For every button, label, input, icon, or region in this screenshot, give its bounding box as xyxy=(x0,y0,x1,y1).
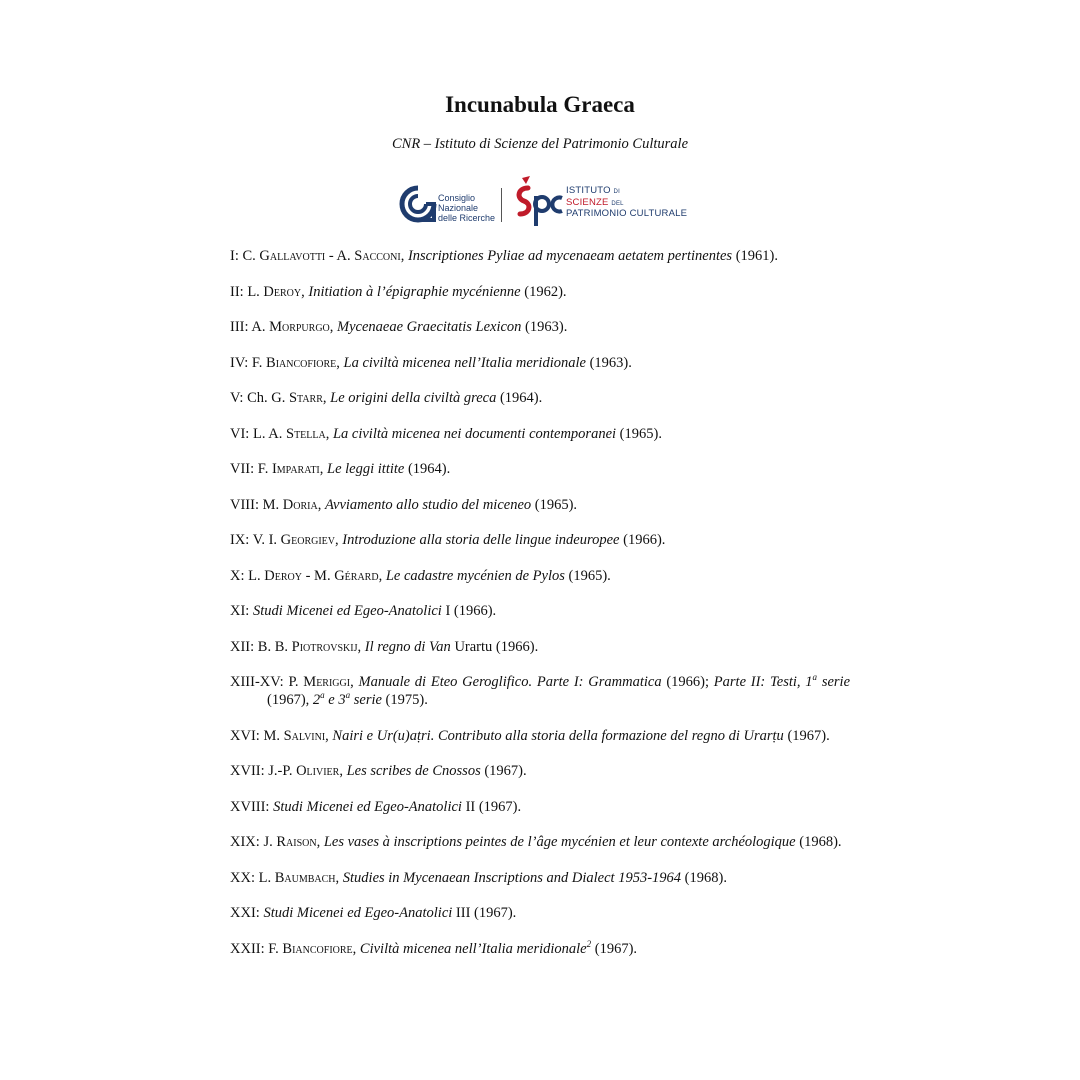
entry-text: M. D xyxy=(262,496,294,513)
entry-text: iancofiore xyxy=(292,940,353,957)
entry-text: Le leggi ittite xyxy=(327,461,405,477)
entry-text: (1961). xyxy=(735,248,778,264)
entry-text: (1968). xyxy=(799,834,842,850)
entry-text: F. I xyxy=(257,461,277,477)
entry-text: III (1967). xyxy=(455,905,517,921)
entry-text: Ch. G. S xyxy=(247,390,298,406)
entry-text: B. B. P xyxy=(257,638,300,655)
entry-text: orpurgo xyxy=(281,319,330,335)
entry-text: - xyxy=(325,248,337,264)
entry-text: (1965). xyxy=(568,567,611,584)
entry-text: iotrovskij xyxy=(299,638,358,655)
list-item xyxy=(230,727,850,745)
list-item xyxy=(230,904,850,922)
entry-text: Introduzione alla storia delle lingue indeuropee xyxy=(342,532,620,548)
list-item xyxy=(230,833,850,851)
entry-text: 2 xyxy=(312,692,321,708)
entry-text: La civiltà micenea nell’Italia meridionale xyxy=(343,354,586,371)
entry-text: , xyxy=(319,461,324,477)
entry-text: aison xyxy=(286,834,317,850)
entry-text: , xyxy=(301,283,305,300)
volume-list xyxy=(230,247,850,975)
entry-text: VI: xyxy=(230,425,250,442)
entry-text: (1967). xyxy=(787,727,830,744)
entry-text: (1965). xyxy=(619,425,662,442)
entry-text: XII: xyxy=(230,638,255,655)
list-item xyxy=(230,602,850,620)
entry-text: (1967). xyxy=(484,763,527,779)
page-title: Incunabula Graeca xyxy=(445,92,635,117)
entry-text: XI: xyxy=(230,603,250,619)
entry-text: 2 xyxy=(586,938,592,949)
entry-text: (1967), xyxy=(267,692,310,708)
entry-text: (1968). xyxy=(684,869,727,886)
entry-text: XX: xyxy=(230,869,255,886)
cnr-logo-text: Consiglio Nazionale delle Ricerche xyxy=(438,193,496,223)
entry-text: M. G xyxy=(314,567,345,584)
entry-text: VIII: xyxy=(230,496,259,513)
entry-text: A. S xyxy=(336,248,363,264)
entry-text: J.-P. O xyxy=(268,763,307,779)
entry-text: Manuale di Eteo Geroglifico. Parte I: Grammatica xyxy=(358,674,662,690)
entry-text: I (1966). xyxy=(445,603,497,619)
entry-text: Studies in Mycenaean Inscriptions and Dialect 1953-1964 xyxy=(342,869,682,886)
entry-text: XVIII: xyxy=(230,798,270,815)
entry-text: tarr xyxy=(297,390,323,406)
entry-text: Parte II: Testi, 1 xyxy=(713,674,813,690)
entry-text: L. B xyxy=(258,869,285,886)
entry-text: C. G xyxy=(242,248,270,264)
entry-text: (1966); xyxy=(666,674,710,690)
cnr-logo-icon xyxy=(398,184,438,224)
entry-text: acconi xyxy=(362,248,401,264)
list-item xyxy=(230,869,850,887)
entry-text: oria xyxy=(293,496,318,513)
entry-text: , xyxy=(339,763,343,779)
list-item xyxy=(230,354,850,372)
entry-text: IV: xyxy=(230,354,249,371)
logo-divider xyxy=(501,188,502,222)
entry-text: serie xyxy=(821,674,850,690)
entry-text: , xyxy=(325,425,330,442)
entry-text: mparati xyxy=(276,461,320,477)
entry-text: (1963). xyxy=(589,354,632,371)
entry-text: XIX: xyxy=(230,834,260,850)
entry-text: livier xyxy=(306,763,340,779)
entry-text: F. B xyxy=(268,940,293,957)
entry-text: e 3 xyxy=(328,692,346,708)
entry-text: IX: xyxy=(230,532,250,548)
entry-text: M. S xyxy=(263,727,292,744)
entry-text: , xyxy=(329,319,334,335)
entry-text: iancofiore xyxy=(275,354,337,371)
list-item xyxy=(230,496,850,514)
ispc-logo-text: ISTITUTO DI SCIENZE DEL PATRIMONIO CULTURALE xyxy=(566,185,688,219)
entry-text: XIII-XV: xyxy=(230,674,284,690)
entry-text: V: xyxy=(230,390,244,406)
entry-text: , xyxy=(352,940,357,957)
entry-text: L. A. S xyxy=(252,425,295,442)
entry-text: Urartu (1966). xyxy=(454,638,539,655)
entry-text: XVII: xyxy=(230,763,265,779)
list-item xyxy=(230,673,850,709)
entry-text: XXI: xyxy=(230,905,260,921)
entry-text: (1964). xyxy=(499,390,543,406)
entry-text: eroy xyxy=(274,567,302,584)
entry-text: P. M xyxy=(288,674,317,690)
entry-text: Mycenaeae Graecitatis Lexicon xyxy=(337,319,522,335)
entry-text: L. D xyxy=(248,567,275,584)
entry-text: a xyxy=(345,690,351,700)
entry-text: alvini xyxy=(291,727,326,744)
list-item xyxy=(230,318,850,336)
entry-text: , xyxy=(335,869,340,886)
entry-text: , xyxy=(316,834,321,850)
list-item xyxy=(230,460,850,478)
list-item xyxy=(230,762,850,780)
entry-text: Le cadastre mycénien de Pylos xyxy=(385,567,565,584)
entry-text: , xyxy=(317,496,322,513)
entry-text: (1967). xyxy=(594,940,638,957)
entry-text: J. R xyxy=(263,834,287,850)
entry-text: , xyxy=(357,638,362,655)
entry-text: Nairi e Ur(u)aṭri. Contributo alla storia della formazione del regno di Urarṭu xyxy=(332,727,784,744)
entry-text: Inscriptiones Pyliae ad mycenaeam aetatem pertinentes xyxy=(407,248,733,264)
entry-text: XVI: xyxy=(230,727,260,744)
entry-text: F. B xyxy=(251,354,276,371)
list-item xyxy=(230,389,850,407)
list-item xyxy=(230,425,850,443)
entry-text: - xyxy=(301,567,315,584)
entry-text: Avviamento allo studio del miceneo xyxy=(324,496,532,513)
entry-text: tella xyxy=(294,425,326,442)
entry-text: II: xyxy=(230,283,244,300)
entry-text: serie xyxy=(353,692,382,708)
entry-text: (1964). xyxy=(407,461,451,477)
ispc-logo-icon xyxy=(508,174,564,230)
list-item xyxy=(230,638,850,656)
entry-text: XXII: xyxy=(230,940,265,957)
entry-text: a xyxy=(812,672,818,682)
entry-text: Studi Micenei ed Egeo-Anatolici xyxy=(263,905,453,921)
entry-text: Il regno di Van xyxy=(364,638,451,655)
entry-text: (1965). xyxy=(534,496,578,513)
page-subtitle: CNR – Istituto di Scienze del Patrimonio Culturale xyxy=(391,136,689,152)
entry-text: I: xyxy=(230,248,239,264)
entry-text: Studi Micenei ed Egeo-Anatolici xyxy=(273,798,462,815)
entry-text: III: xyxy=(230,319,249,335)
entry-text: (1963). xyxy=(525,319,568,335)
entry-text: Les scribes de Cnossos xyxy=(346,763,481,779)
entry-text: aumbach xyxy=(284,869,336,886)
entry-text: Les vases à inscriptions peintes de l’âge mycénien et leur contexte archéologique xyxy=(323,834,796,850)
entry-text: , xyxy=(335,532,339,548)
entry-text: , xyxy=(400,248,405,264)
list-item xyxy=(230,940,850,958)
entry-text: Civiltà micenea nell’Italia meridionale xyxy=(359,940,587,957)
entry-text: , xyxy=(350,674,354,690)
entry-text: érard xyxy=(344,567,379,584)
entry-text: (1975). xyxy=(385,692,428,708)
entry-text: eriggi xyxy=(316,674,351,690)
entry-text: La civiltà micenea nei documenti contemporanei xyxy=(332,425,617,442)
entry-text: V. I. G xyxy=(252,532,292,548)
entry-text: A. M xyxy=(251,319,282,335)
entry-text: Studi Micenei ed Egeo-Anatolici xyxy=(252,603,442,619)
entry-text: , xyxy=(322,390,327,406)
list-item xyxy=(230,531,850,549)
entry-text: allavotti xyxy=(269,248,326,264)
entry-text: , xyxy=(336,354,340,371)
list-item xyxy=(230,798,850,816)
list-item xyxy=(230,247,850,265)
entry-text: Initiation à l’épigraphie mycénienne xyxy=(308,283,521,300)
entry-text: eorgiev xyxy=(291,532,336,548)
entry-text: X: xyxy=(230,567,245,584)
entry-text: , xyxy=(378,567,383,584)
entry-text: (1962). xyxy=(524,283,567,300)
logo-row xyxy=(398,172,698,230)
entry-text: a xyxy=(320,690,325,700)
list-item xyxy=(230,567,850,585)
entry-text: VII: xyxy=(230,461,255,477)
entry-text: , xyxy=(325,727,329,744)
entry-text: L. D xyxy=(247,283,274,300)
list-item xyxy=(230,283,850,301)
entry-text: (1966). xyxy=(623,532,666,548)
entry-text: Le origini della civiltà greca xyxy=(330,390,497,406)
entry-text: eroy xyxy=(273,283,302,300)
entry-text: II (1967). xyxy=(465,798,522,815)
